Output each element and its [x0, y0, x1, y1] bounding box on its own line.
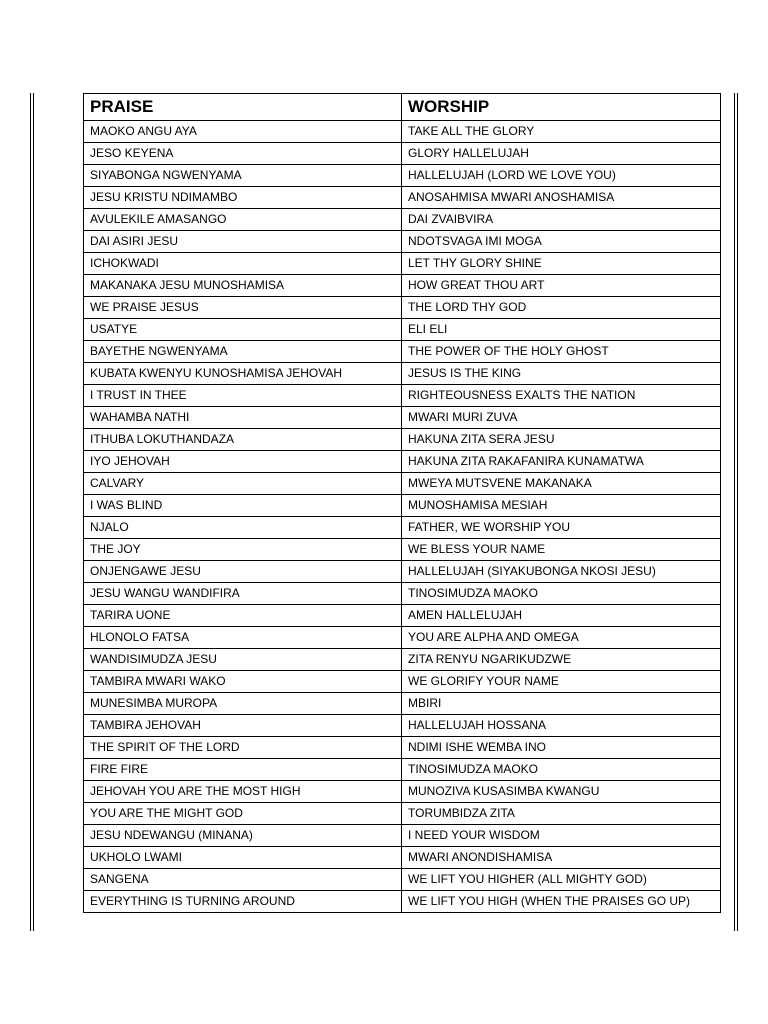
- table-row: [84, 341, 721, 363]
- praise-song-cell: BAYETHE NGWENYAMA: [84, 341, 402, 363]
- table-row: [84, 363, 721, 385]
- table-row: [84, 781, 721, 803]
- praise-song-cell: DAI ASIRI JESU: [84, 231, 402, 253]
- table-row: [84, 451, 721, 473]
- praise-song-cell: WANDISIMUDZA JESU: [84, 649, 402, 671]
- song-rows: [84, 121, 721, 913]
- praise-song-cell: MAOKO ANGU AYA: [84, 121, 402, 143]
- table-row: [84, 539, 721, 561]
- worship-song-cell: WE LIFT YOU HIGH (WHEN THE PRAISES GO UP): [402, 891, 721, 913]
- worship-song-cell: ZITA RENYU NGARIKUDZWE: [402, 649, 721, 671]
- table-row: [84, 495, 721, 517]
- worship-song-cell: TINOSIMUDZA MAOKO: [402, 759, 721, 781]
- worship-column-header: WORSHIP: [402, 94, 721, 121]
- praise-song-cell: THE JOY: [84, 539, 402, 561]
- worship-song-cell: TAKE ALL THE GLORY: [402, 121, 721, 143]
- worship-song-cell: RIGHTEOUSNESS EXALTS THE NATION: [402, 385, 721, 407]
- header-row: [84, 94, 721, 121]
- worship-song-cell: FATHER, WE WORSHIP YOU: [402, 517, 721, 539]
- table-row: [84, 253, 721, 275]
- praise-song-cell: TARIRA UONE: [84, 605, 402, 627]
- praise-song-cell: I TRUST IN THEE: [84, 385, 402, 407]
- praise-song-cell: JESO KEYENA: [84, 143, 402, 165]
- worship-song-cell: TORUMBIDZA ZITA: [402, 803, 721, 825]
- worship-song-cell: HAKUNA ZITA RAKAFANIRA KUNAMATWA: [402, 451, 721, 473]
- praise-song-cell: FIRE FIRE: [84, 759, 402, 781]
- worship-song-cell: I NEED YOUR WISDOM: [402, 825, 721, 847]
- praise-song-cell: WAHAMBA NATHI: [84, 407, 402, 429]
- table-row: [84, 297, 721, 319]
- table-row: [84, 561, 721, 583]
- worship-song-cell: WE BLESS YOUR NAME: [402, 539, 721, 561]
- table-row: [84, 803, 721, 825]
- praise-song-cell: TAMBIRA JEHOVAH: [84, 715, 402, 737]
- table-row: [84, 209, 721, 231]
- worship-song-cell: LET THY GLORY SHINE: [402, 253, 721, 275]
- table-row: [84, 891, 721, 913]
- table-row: [84, 583, 721, 605]
- praise-song-cell: JESU NDEWANGU (MINANA): [84, 825, 402, 847]
- praise-song-cell: MAKANAKA JESU MUNOSHAMISA: [84, 275, 402, 297]
- praise-song-cell: ONJENGAWE JESU: [84, 561, 402, 583]
- praise-song-cell: USATYE: [84, 319, 402, 341]
- worship-song-cell: MBIRI: [402, 693, 721, 715]
- worship-song-cell: THE LORD THY GOD: [402, 297, 721, 319]
- praise-song-cell: SIYABONGA NGWENYAMA: [84, 165, 402, 187]
- praise-song-cell: IYO JEHOVAH: [84, 451, 402, 473]
- worship-song-cell: ANOSAHMISA MWARI ANOSHAMISA: [402, 187, 721, 209]
- worship-song-cell: WE LIFT YOU HIGHER (ALL MIGHTY GOD): [402, 869, 721, 891]
- table-row: [84, 473, 721, 495]
- worship-song-cell: WE GLORIFY YOUR NAME: [402, 671, 721, 693]
- praise-song-cell: TAMBIRA MWARI WAKO: [84, 671, 402, 693]
- left-margin-rule: [30, 93, 34, 931]
- table-row: [84, 429, 721, 451]
- worship-song-cell: MUNOZIVA KUSASIMBA KWANGU: [402, 781, 721, 803]
- worship-song-cell: MWARI MURI ZUVA: [402, 407, 721, 429]
- table-row: [84, 737, 721, 759]
- worship-song-cell: DAI ZVAIBVIRA: [402, 209, 721, 231]
- praise-song-cell: THE SPIRIT OF THE LORD: [84, 737, 402, 759]
- worship-song-cell: AMEN HALLELUJAH: [402, 605, 721, 627]
- praise-song-cell: SANGENA: [84, 869, 402, 891]
- praise-song-cell: JESU KRISTU NDIMAMBO: [84, 187, 402, 209]
- praise-song-cell: ITHUBA LOKUTHANDAZA: [84, 429, 402, 451]
- table-row: [84, 671, 721, 693]
- praise-song-cell: JESU WANGU WANDIFIRA: [84, 583, 402, 605]
- worship-song-cell: HOW GREAT THOU ART: [402, 275, 721, 297]
- worship-song-cell: MWARI ANONDISHAMISA: [402, 847, 721, 869]
- praise-song-cell: KUBATA KWENYU KUNOSHAMISA JEHOVAH: [84, 363, 402, 385]
- praise-song-cell: AVULEKILE AMASANGO: [84, 209, 402, 231]
- table-row: [84, 319, 721, 341]
- table-row: [84, 165, 721, 187]
- worship-song-cell: NDOTSVAGA IMI MOGA: [402, 231, 721, 253]
- worship-song-cell: ELI ELI: [402, 319, 721, 341]
- praise-column-header: PRAISE: [84, 94, 402, 121]
- table-row: [84, 275, 721, 297]
- table-row: [84, 759, 721, 781]
- praise-song-cell: I WAS BLIND: [84, 495, 402, 517]
- table-row: [84, 627, 721, 649]
- worship-song-cell: HALLELUJAH (SIYAKUBONGA NKOSI JESU): [402, 561, 721, 583]
- table-row: [84, 649, 721, 671]
- table-row: [84, 385, 721, 407]
- worship-song-cell: TINOSIMUDZA MAOKO: [402, 583, 721, 605]
- praise-song-cell: ICHOKWADI: [84, 253, 402, 275]
- praise-song-cell: HLONOLO FATSA: [84, 627, 402, 649]
- worship-song-cell: GLORY HALLELUJAH: [402, 143, 721, 165]
- worship-song-cell: JESUS IS THE KING: [402, 363, 721, 385]
- table-row: [84, 517, 721, 539]
- table-row: [84, 869, 721, 891]
- right-margin-rule: [734, 93, 738, 931]
- worship-song-cell: MUNOSHAMISA MESIAH: [402, 495, 721, 517]
- table-row: [84, 231, 721, 253]
- worship-song-cell: HAKUNA ZITA SERA JESU: [402, 429, 721, 451]
- song-list-table: [83, 93, 721, 913]
- table-row: [84, 715, 721, 737]
- table-row: [84, 121, 721, 143]
- table-row: [84, 693, 721, 715]
- praise-song-cell: JEHOVAH YOU ARE THE MOST HIGH: [84, 781, 402, 803]
- worship-song-cell: HALLELUJAH HOSSANA: [402, 715, 721, 737]
- worship-song-cell: YOU ARE ALPHA AND OMEGA: [402, 627, 721, 649]
- worship-song-cell: NDIMI ISHE WEMBA INO: [402, 737, 721, 759]
- praise-song-cell: EVERYTHING IS TURNING AROUND: [84, 891, 402, 913]
- praise-song-cell: WE PRAISE JESUS: [84, 297, 402, 319]
- worship-song-cell: HALLELUJAH (LORD WE LOVE YOU): [402, 165, 721, 187]
- table-row: [84, 187, 721, 209]
- table-row: [84, 825, 721, 847]
- praise-song-cell: MUNESIMBA MUROPA: [84, 693, 402, 715]
- table-row: [84, 143, 721, 165]
- praise-song-cell: YOU ARE THE MIGHT GOD: [84, 803, 402, 825]
- worship-song-cell: MWEYA MUTSVENE MAKANAKA: [402, 473, 721, 495]
- table-row: [84, 847, 721, 869]
- praise-song-cell: NJALO: [84, 517, 402, 539]
- worship-song-cell: THE POWER OF THE HOLY GHOST: [402, 341, 721, 363]
- table-row: [84, 605, 721, 627]
- table-row: [84, 407, 721, 429]
- praise-song-cell: UKHOLO LWAMI: [84, 847, 402, 869]
- praise-song-cell: CALVARY: [84, 473, 402, 495]
